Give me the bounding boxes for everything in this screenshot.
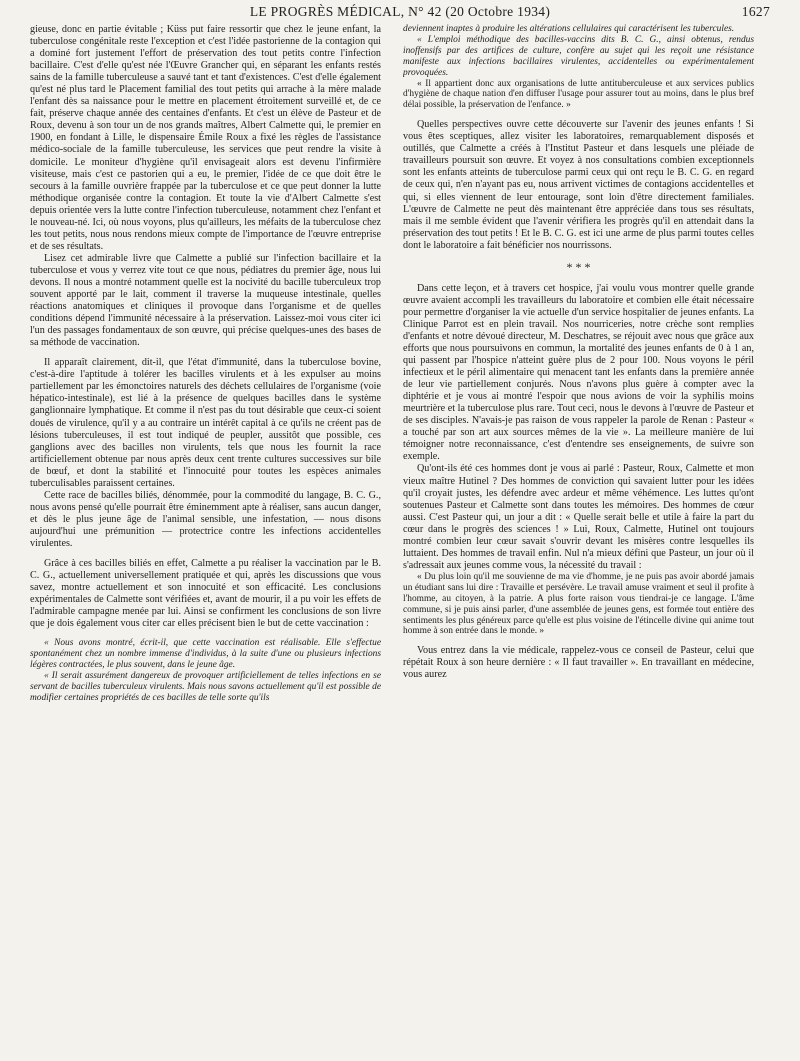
section-separator: * * * (566, 259, 591, 274)
page-number: 1627 (741, 4, 770, 19)
left-column (30, 24, 381, 1057)
paragraph: Grâce à ces bacilles biliés en effet, Calmette a pu réaliser la vaccination par le B. C. G., actuellement universellement pratiquée et qui, après les discussions que vous savez, montre actuellement et son innocuité et son efficacité. Les conclusions expérimentales de Calmette sont vérifiées et, avant de mourir, il a pu voir les effets de l'admirable campagne menée par lui. Ainsi se confirment les conclusions de son livre que je dois également vous citer car elles précisent bien le but de cette vaccination : (30, 558, 381, 630)
page-header (30, 4, 770, 24)
quotation: « Il serait assurément dangereux de provoquer artificiellement de telles infections en se servant de bacilles tuberculeux virulents. Mais nous savons actuellement qu'il est possible de modifier certaines propriétés de ces bacilles de telle sorte qu'ils (30, 671, 381, 703)
quotation: deviennent inaptes à produire les altérations cellulaires qui caractérisent les tubercules. (403, 24, 735, 34)
paragraph: Dans cette leçon, et à travers cet hospice, j'ai voulu vous montrer quelle grande œuvre avaient accompli les travailleurs du laboratoire et combien elle était nécessaire pour permettre d'organiser la vie actuelle d'un service hospitalier de jeunes enfants. La Clinique Parrot est en plein travail. Nos nourriceries, notre crèche sont remplies d'enfants et notre dévoué directeur, M. Deschatres, se réjouit avec nous que grâce aux efforts que nous poursuivons en commun, la mortalité des jeunes enfants de 0 à 1 an, qui passent par l'hospice n'atteint guère plus de 2 pour 100. Nous voyons le péril infectieux et le péril alimentaire qui menacent tant les enfants dans la première année de leur vie partiellement conjurés. Nous n'avons plus guère à compter avec la diphtérie et je vous ai montré l'espoir que nous avions de voir la syphilis moins meurtrière et la tuberculose plus rare. Tout ceci, nous le devons à l'œuvre de Pasteur et de ses disciples. N'avais-je pas raison de vous rappeler la parole de Renan : Pasteur « a touché par son art aux sources mêmes de la vie ». La meilleure manière de lui témoigner notre reconnaissance, c'est d'entendre ses enseignements, de suivre son exemple. (403, 282, 754, 463)
quotation: « Du plus loin qu'il me souvienne de ma vie d'homme, je ne puis pas avoir abordé jamais un étudiant sans lui dire : Travaille et persévère. Le travail amuse vraiment et seul il profite à l'homme, au citoyen, à la patrie. A plus forte raison vous tiendrai-je ce langage. L'âme commune, si je puis ainsi parler, d'une assemblée de jeunes gens, est formée tout entière des sentiments les plus généreux parce qu'elle est plus voisine de l'étincelle divine qui anime tout homme à son entrée dans le monde. » (403, 571, 754, 637)
journal-title: LE PROGRÈS MÉDICAL, N° 42 (20 Octobre 1934) (249, 4, 551, 19)
paragraph: Cette race de bacilles biliés, dénommée, pour la commodité du langage, B. C. G., nous avons pensé qu'elle pourrait être éminemment apte à réaliser, sans aucun danger, et dès le plus jeune âge de l'animal sensible, une infestation, — nous disons aujourd'hui une prémunition — protectrice contre les infections accidentelles virulentes. (30, 489, 381, 549)
paragraph: Qu'ont-ils été ces hommes dont je vous ai parlé : Pasteur, Roux, Calmette et mon vieux maître Hutinel ? Des hommes de conviction qui savaient lutter pour les idées qu'il croyait justes, les défendre avec ardeur et même véhémence. Les luttes qu'ont soutenues Pasteur et Calmette sont dans toutes les mémoires. Des hommes de cœur aussi. C'est Pasteur qui, un jour a dit : « Quelle serait belle et utile à faire la part du cœur dans le progrès des sciences ! » Lui, Roux, Calmette, Hutinel ont toujours montré combien leur cœur savait s'ouvrir devant les misères contre lesquelles ils luttaient. Des hommes de travail enfin. Nul n'a mieux défini que Pasteur, un jour où il s'adressait aux jeunes comme vous, la nécessité du travail : (403, 463, 754, 571)
paragraph: Quelles perspectives ouvre cette découverte sur l'avenir des jeunes enfants ! Si vous êtes sceptiques, allez visiter les laboratoires, remarquablement disposés et outillés, que Calmette a créés à l'Institut Pasteur et dans lesquels une pléiade de travailleurs poursuit son œuvre. Et voyez à nos consultations combien exceptionnels sont les enfants atteints de tuberculose parmi ceux qui ont reçu le B. C. G. en regard de ceux qui, n'en n'ayant pas eu, nous arrivent victimes de contagions accidentelles et qui, si elles viennent de leur entourage, sont loin d'être directement familiales. L'œuvre de Calmette ne peut dès maintenant être appréciée dans tous ses résultats, mais il me semble évident que l'avenir vérifiera les progrès qu'il en attendait dans la préservation des tout petits ! Et le B. C. G. est ici une arme de plus parmi toutes celles dont le laboratoire a fait bénéficier nos nourrissons. (403, 119, 754, 251)
right-column (403, 24, 754, 1057)
paragraph: Lisez cet admirable livre que Calmette a publié sur l'infection bacillaire et la tuberculose et vous y verrez vite tout ce que nous, pédiatres du premier âge, nous lui devons. Il nous a montré notamment quelle est la nocivité du bacille tuberculeux trop souvent apporté par le lait, comment il traverse la muqueuse intestinale, quelles réactions anatomiques et cliniques il provoque dans l'organisme et de quelles conditions dépend l'immunité nécessaire à la préservation. Laissez-moi vous citer ici l'un des passages fondamentaux de son œuvre, qui précise quelques-unes des bases de sa méthode de vaccination. (30, 252, 381, 349)
paragraph: Vous entrez dans la vie médicale, rappelez-vous ce conseil de Pasteur, celui que répétait Roux à son heure dernière : « Il faut travailler ». En travaillant en médecine, vous aurez (403, 645, 754, 681)
quotation: « L'emploi méthodique des bacilles-vaccins dits B. C. G., ainsi obtenus, rendus inoffensifs par des artifices de culture, confère au sujet qui les reçoit une résistance manifeste aux infections bacillaires virulentes, accidentelles ou expérimentalement provoquées. (403, 34, 754, 78)
quotation: « Il appartient donc aux organisations de lutte antituberculeuse et aux services publics d'hygiène de chaque nation d'en diffuser l'usage pour assurer tout au moins, dans le plus bref délai possible, la préservation de l'enfance. » (403, 78, 754, 111)
paragraph: gieuse, donc en partie évitable ; Küss put faire ressortir que chez le jeune enfant, la tuberculose congénitale reste l'exception et c'est l'idée pastorienne de la contagion qui a dominé fort justement l'effort de préservation des tout petits contre l'infection bacillaire. C'est d'elle qu'est née l'Œuvre Grancher qui, en séparant les enfants restés sains de la famille tuberculeuse a sauvé tant et tant d'existences. C'est d'elle également qu'est né plus tard le Placement familial des tout petits qui arrache à la mère malade l'enfant dès sa naissance pour le mettre en placement étroitement surveillé et, de ce fait, préserve chaque année des centaines d'enfants. Et c'est un élève de Pasteur et de Roux, devenu à son tour un de nos grands maîtres, Albert Calmette qui, le premier en 1900, en fondant à Lille, le dispensaire Émile Roux a fixé les règles de l'assistance médico-sociale de la famille tuberculeuse, les services que peut rendre la visite à domicile. Le moniteur d'hygiène qu'il envisageait alors est devenu l'infirmière visiteuse, mais c'est ce pastorien qui a eu, le premier, l'idée de ce que doit être le secours à la famille ouvrière frappée par la tuberculose et ce que peut donner la lutte méthodique organisée contre la contagion. Et toute la vie d'Albert Calmette s'est depuis orientée vers la lutte contre l'infection tuberculeuse, notamment chez l'enfant et le nouveau-né. Ici, où nous voyons, plus qu'ailleurs, les méfaits de la tuberculose chez les tout petits, nous nous rendons mieux compte de l'importance de l'œuvre entreprise et de ses résultats. (30, 24, 381, 252)
quotation: « Nous avons montré, écrit-il, que cette vaccination est réalisable. Elle s'effectue spontanément chez un nombre immense d'individus, à la suite d'une ou plusieurs infections légères contractées, le plus souvent, dans le jeune âge. (30, 638, 381, 671)
paragraph: Il apparaît clairement, dit-il, que l'état d'immunité, dans la tuberculose bovine, c'est-à-dire l'aptitude à tolérer les bacilles virulents et à les expulser au moins partiellement par les émonctoires naturels des déchets cellulaires de l'organisme (voie hépatico-intestinale), est lié à la présence de quelques bacilles dans le système ganglionnaire lymphatique. Et comme il n'est pas du tout désirable que ceux-ci soient doués de virulence, qu'il y a au contraire un intérêt capital à ce qu'ils ne créent pas de lésions tuberculeuses, il est tout indiqué de peupler, aussitôt que possible, ces ganglions avec des bacilles non virulents, tels que nous les fournit la race artificiellement obtenue par nous après deux cent trente cultures successives sur bile de bœuf, et dont la stabilité et l'innocuité pour toutes les espèces animales tuberculisables paraissent certaines. (30, 357, 381, 489)
